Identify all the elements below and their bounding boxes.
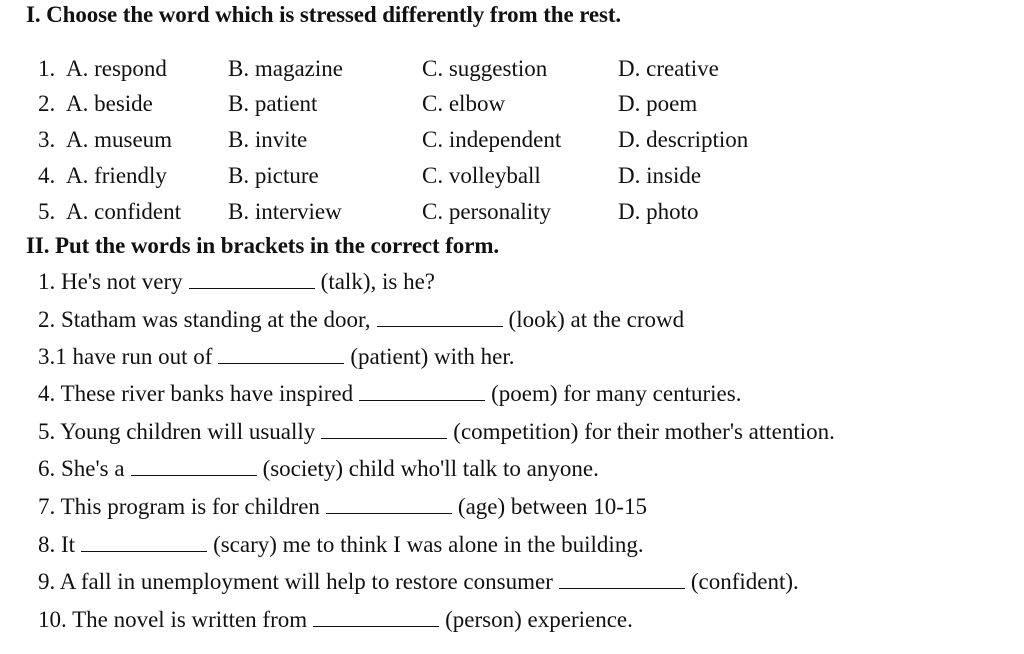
- question-text: 10. The novel is written from: [38, 607, 308, 632]
- hint-text: (confident).: [690, 569, 799, 594]
- section-2-heading: II. Put the words in brackets in the correct form.: [26, 233, 500, 258]
- option-a: A. respond: [66, 56, 167, 81]
- option-b: B. interview: [228, 199, 342, 224]
- question-text: 1. He's not very: [38, 269, 183, 294]
- answer-blank[interactable]: [377, 308, 503, 327]
- hint-text: (patient) with her.: [350, 344, 515, 369]
- fill-question-row: [38, 381, 741, 407]
- question-number: 1.: [38, 56, 56, 81]
- answer-blank[interactable]: [218, 345, 344, 364]
- question-number: 4.: [38, 163, 56, 188]
- section-1-heading: I. Choose the word which is stressed differently from the rest.: [26, 2, 622, 27]
- option-b: B. invite: [228, 127, 308, 152]
- question-text: 7. This program is for children: [38, 494, 320, 519]
- hint-text: (society) child who'll talk to anyone.: [262, 456, 599, 481]
- question-text: 5. Young children will usually: [38, 419, 316, 444]
- fill-question-row: [38, 532, 644, 558]
- option-c: C. personality: [422, 199, 552, 224]
- question-text: 2. Statham was standing at the door,: [38, 307, 371, 332]
- fill-question-row: [38, 569, 799, 595]
- fill-question-row: [38, 307, 684, 333]
- option-c: C. independent: [422, 127, 562, 152]
- option-c: C. elbow: [422, 91, 506, 116]
- option-a: A. friendly: [66, 163, 167, 188]
- answer-blank[interactable]: [359, 382, 485, 401]
- hint-text: (scary) me to think I was alone in the building.: [213, 532, 644, 557]
- question-text: 3.1 have run out of: [38, 344, 213, 369]
- answer-blank[interactable]: [321, 420, 447, 439]
- question-text: 4. These river banks have inspired: [38, 381, 354, 406]
- option-d: D. description: [618, 127, 749, 152]
- hint-text: (person) experience.: [445, 607, 633, 632]
- option-d: D. poem: [618, 91, 698, 116]
- hint-text: (competition) for their mother's attention.: [453, 419, 835, 444]
- question-number: 3.: [38, 127, 56, 152]
- option-b: B. magazine: [228, 56, 343, 81]
- hint-text: (look) at the crowd: [508, 307, 685, 332]
- option-d: D. inside: [618, 163, 702, 188]
- option-a: A. confident: [66, 199, 181, 224]
- answer-blank[interactable]: [313, 608, 439, 627]
- hint-text: (poem) for many centuries.: [491, 381, 742, 406]
- answer-blank[interactable]: [559, 570, 685, 589]
- answer-blank[interactable]: [189, 270, 315, 289]
- option-d: D. photo: [618, 199, 699, 224]
- option-c: C. suggestion: [422, 56, 548, 81]
- option-d: D. creative: [618, 56, 719, 81]
- answer-blank[interactable]: [326, 495, 452, 514]
- question-text: 6. She's a: [38, 456, 125, 481]
- option-c: C. volleyball: [422, 163, 541, 188]
- question-number: 5.: [38, 199, 56, 224]
- hint-text: (age) between 10-15: [457, 494, 647, 519]
- question-text: 9. A fall in unemployment will help to restore consumer: [38, 569, 553, 594]
- fill-question-row: [38, 269, 435, 295]
- fill-question-row: [38, 419, 835, 445]
- answer-blank[interactable]: [131, 457, 257, 476]
- option-b: B. patient: [228, 91, 318, 116]
- fill-question-row: [38, 494, 647, 520]
- answer-blank[interactable]: [81, 533, 207, 552]
- question-text: 8. It: [38, 532, 76, 557]
- option-a: A. beside: [66, 91, 153, 116]
- fill-question-row: [38, 456, 599, 482]
- fill-question-row: [38, 607, 633, 633]
- fill-question-row: [38, 344, 515, 370]
- hint-text: (talk), is he?: [320, 269, 435, 294]
- option-a: A. museum: [66, 127, 173, 152]
- question-number: 2.: [38, 91, 56, 116]
- option-b: B. picture: [228, 163, 319, 188]
